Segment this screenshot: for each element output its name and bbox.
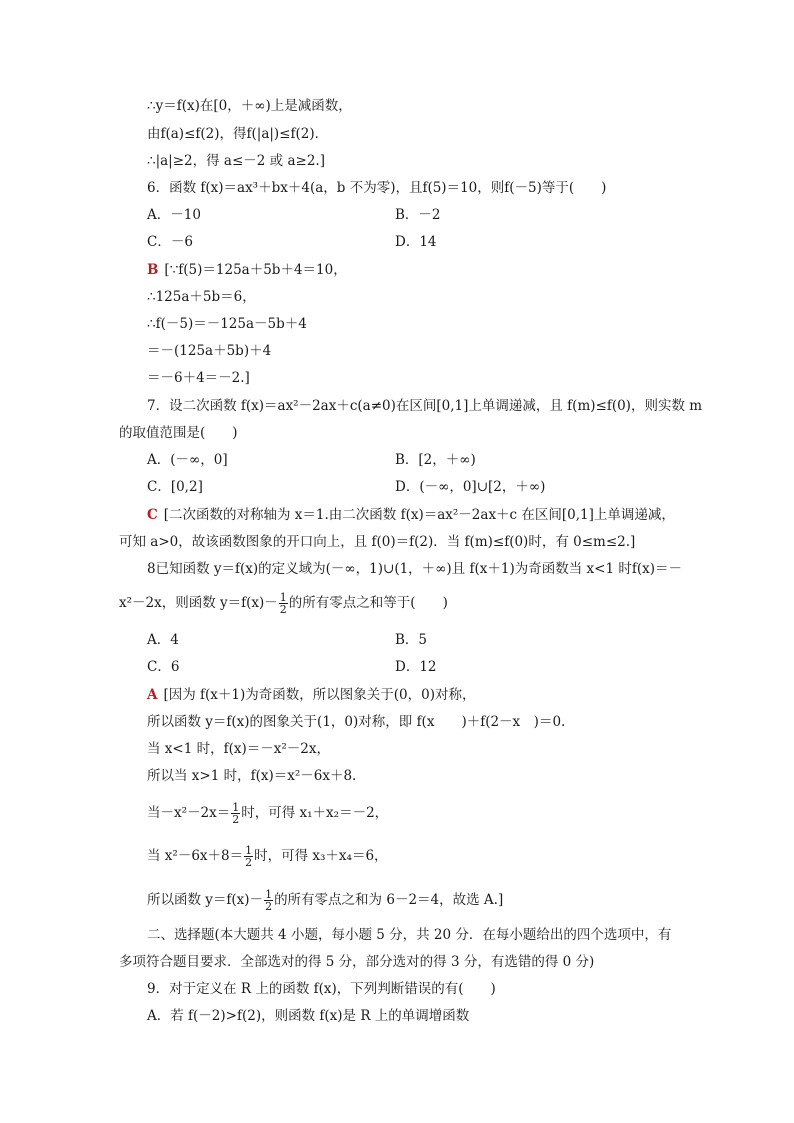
question-8-stem: 8已知函数 y＝f(x)的定义域为(－∞，1)∪(1，＋∞)且 f(x＋1)为奇函数当 x<1 时f(x)＝－ — [147, 561, 682, 577]
q7-solution-line: 可知 a>0，故该函数图象的开口向上，且 f(0)＝f(2)．当 f(m)≤f(0)时，有 0≤m≤2.] — [119, 534, 636, 550]
q7-option-d: D．(－∞，0]∪[2，＋∞) — [395, 479, 546, 495]
q6-solution-line: ∴f(－5)＝－125a－5b＋4 — [147, 316, 307, 332]
q6-option-c: C．－6 — [147, 234, 193, 250]
q6-option-a: A．－10 — [147, 207, 201, 223]
q8-option-c: C．6 — [147, 659, 180, 675]
question-8-stem: x²－2x，则函数 y＝f(x)－ $\frac{1}{2}$ 的所有零点之和等于( ) — [119, 591, 448, 616]
q8-solution-line: A [因为 f(x＋1)为奇函数，所以图象关于(0，0)对称， — [147, 687, 476, 703]
q6-solution-line: B [∵f(5)＝125a＋5b＋4＝10， — [147, 262, 347, 278]
q6-option-b: B．－2 — [395, 207, 441, 223]
q8-option-a: A．4 — [147, 632, 179, 648]
q8-solution-line: 所以函数 y＝f(x)的图象关于(1，0)对称，即 f(x )＋f(2－x )＝0. — [147, 714, 566, 730]
fraction-one-half: $\frac{1}{2}$ — [232, 801, 240, 826]
q7-solution-line: C [二次函数的对称轴为 x＝1.由二次函数 f(x)＝ax²－2ax＋c 在区间[0,1]上单调递减， — [147, 507, 675, 523]
q8-option-d: D．12 — [395, 659, 437, 675]
fraction-one-half: $\frac{1}{2}$ — [279, 591, 287, 616]
q8-solution-line: 当 x²－6x＋8＝ $\frac{1}{2}$ 时，可得 x₃＋x₄＝6， — [147, 844, 388, 869]
q6-solution-line: ＝－(125a＋5b)＋4 — [147, 343, 272, 359]
q6-solution-line: ∴125a＋5b＝6， — [147, 289, 256, 305]
text-line: ∴y＝f(x)在[0，＋∞)上是减函数， — [147, 98, 352, 114]
section-2-heading: 二、选择题(本大题共 4 小题，每小题 5 分，共 20 分．在每小题给出的四个选项中，有 — [147, 927, 672, 943]
fraction-one-half: $\frac{1}{2}$ — [245, 844, 253, 869]
q8-solution-line: 所以函数 y＝f(x)－ $\frac{1}{2}$ 的所有零点之和为 6－2＝4，故选 A.] — [147, 888, 504, 913]
q8-answer-letter: A — [147, 687, 158, 703]
q7-option-a: A．(－∞，0] — [147, 452, 228, 468]
q6-option-d: D．14 — [395, 234, 437, 250]
q9-option-a: A．若 f(－2)>f(2)，则函数 f(x)是 R 上的单调增函数 — [147, 1008, 470, 1024]
q8-solution-line: 所以当 x>1 时，f(x)＝x²－6x＋8. — [147, 768, 357, 784]
text-line: ∴|a|≥2，得 a≤－2 或 a≥2.] — [147, 153, 325, 169]
question-7-stem: 的取值范围是( ) — [119, 425, 238, 441]
q6-solution-line: ＝－6＋4＝－2.] — [147, 370, 250, 386]
q6-answer-letter: B — [147, 262, 159, 278]
q7-option-b: B．[2，＋∞) — [395, 452, 476, 468]
q7-option-c: C．[0,2] — [147, 479, 203, 495]
question-9-stem: 9．对于定义在 R 上的函数 f(x)，下列判断错误的有( ) — [147, 981, 496, 997]
q8-solution-line: 当 x<1 时，f(x)＝－x²－2x， — [147, 741, 330, 757]
question-7-stem: 7．设二次函数 f(x)＝ax²－2ax＋c(a≠0)在区间[0,1]上单调递减，且 f(m)≤f(0)，则实数 m — [147, 398, 703, 414]
q7-answer-letter: C — [147, 507, 158, 523]
q8-option-b: B．5 — [395, 632, 428, 648]
section-2-heading: 多项符合题目要求．全部选对的得 5 分，部分选对的得 3 分，有选错的得 0 分) — [119, 954, 595, 970]
question-6-stem: 6．函数 f(x)＝ax³＋bx＋4(a，b 不为零)，且f(5)＝10，则f(－5)等于( ) — [147, 180, 607, 196]
q8-solution-line: 当－x²－2x＝ $\frac{1}{2}$ 时，可得 x₁＋x₂＝－2， — [147, 801, 389, 826]
fraction-one-half: $\frac{1}{2}$ — [265, 888, 273, 913]
text-line: 由f(a)≤f(2)，得f(|a|)≤f(2)． — [147, 126, 329, 142]
